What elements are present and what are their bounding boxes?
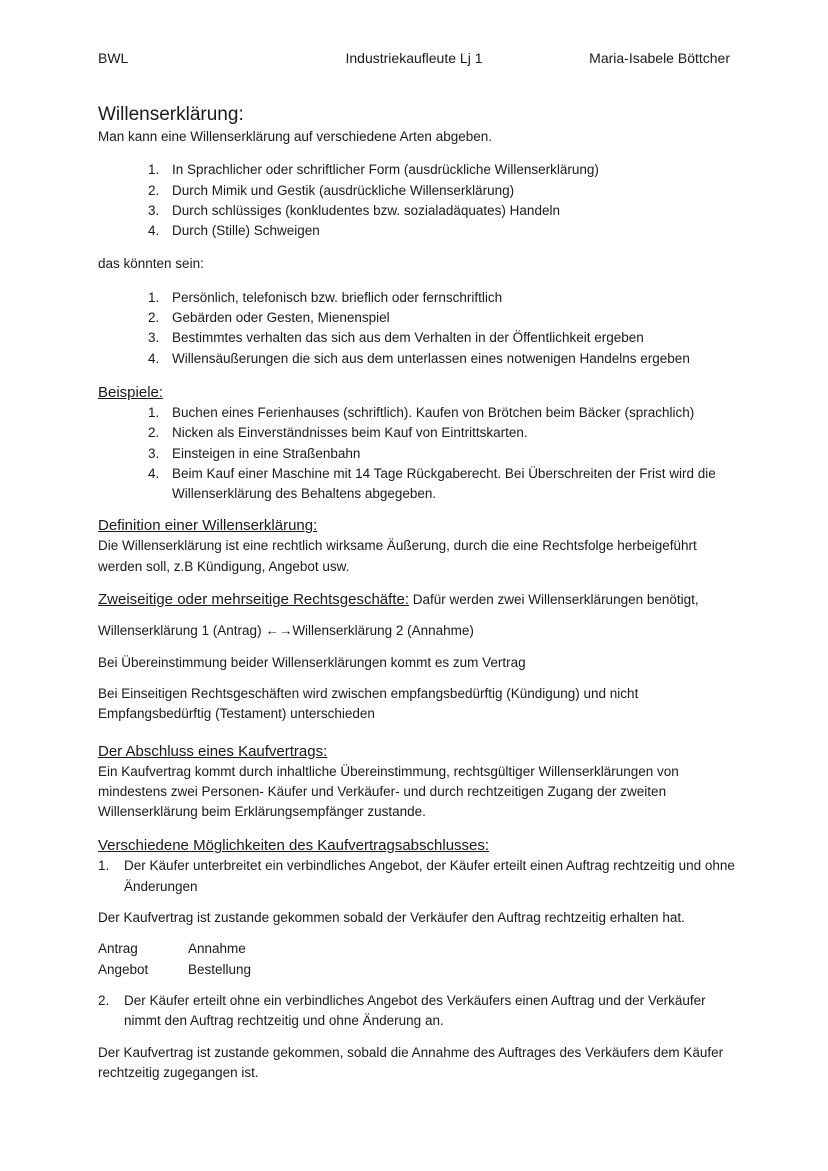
- list-item: 1. Der Käufer unterbreitet ein verbindliches Angebot, der Käufer erteilt einen Auftrag rechtzeitig und ohne Änderungen: [98, 858, 735, 894]
- definition-text: Die Willenserklärung ist eine rechtlich wirksame Äußerung, durch die eine Rechtsfolge herbeigeführt werden soll, z.B Kündigung, Angebot usw.: [98, 538, 697, 574]
- intro-text: Man kann eine Willenserklärung auf verschiedene Arten abgeben.: [98, 129, 492, 144]
- list-item: 2. Der Käufer erteilt ohne ein verbindliches Angebot des Verkäufers einen Auftrag und der Verkäufer nimmt den Auftrag rechtzeitig und ohne Änderung an.: [98, 992, 706, 1029]
- moeglichkeiten-heading: Verschiedene Möglichkeiten des Kaufvertragsabschlusses:: [98, 837, 490, 855]
- list-item: 1. In Sprachlicher oder schriftlicher Form (ausdrückliche Willenserklärung): [148, 162, 599, 178]
- list-item: 4. Beim Kauf einer Maschine mit 14 Tage Rückgaberecht. Bei Überschreiten der Frist wird die Willenserklärung des Behaltens abgegeben.: [148, 465, 716, 502]
- page-title: Willenserklärung:: [98, 104, 244, 125]
- arrow-line: Willenserklärung 1 (Antrag) ←→Willenserklärung 2 (Annahme): [98, 623, 474, 639]
- beispiele-heading: Beispiele:: [98, 383, 164, 401]
- beispiele-list: [98, 403, 738, 504]
- result-1-text: Der Kaufvertrag ist zustande gekommen sobald der Verkäufer den Auftrag rechtzeitig erhalten hat.: [98, 910, 685, 926]
- document-body: [98, 103, 738, 1083]
- moeglichkeiten-item-1: [98, 856, 738, 897]
- list-item: 3. Durch schlüssiges (konkludentes bzw. sozialadäquates) Handeln: [148, 202, 560, 218]
- header-class: Industriekaufleute Lj 1: [345, 50, 483, 66]
- list-item: 2. Nicken als Einverständnisses beim Kauf von Eintrittskarten.: [148, 425, 528, 441]
- koennten-list: [98, 288, 738, 369]
- einseitig-text: Bei Einseitigen Rechtsgeschäften wird zwischen empfangsbedürftig (Kündigung) und nicht Empfangsbedürftig (Testament) unterschieden: [98, 685, 639, 722]
- uebereinstimmung-text: Bei Übereinstimmung beider Willenserklärungen kommt es zum Vertrag: [98, 654, 526, 670]
- definition-heading: Definition einer Willenserklärung:: [98, 517, 318, 535]
- zweiseitig-paragraph: [98, 590, 738, 610]
- list-item: 1. Persönlich, telefonisch bzw. brieflich oder fernschriftlich: [148, 289, 503, 305]
- abschluss-text: Ein Kaufvertrag kommt durch inhaltliche Übereinstimmung, rechtsgültiger Willenserklärungen von mindestens zwei Personen- Käufer und Verkäufer- und durch rechtzeitigen Zugang der zweiten Willenserklärung beim Erklärungsempfänger zustande.: [98, 763, 679, 820]
- term-pair-row: Angebot Bestellung: [98, 961, 252, 977]
- page-header: [98, 50, 730, 70]
- moeglichkeiten-item-2: [98, 991, 738, 1032]
- abschluss-heading: Der Abschluss eines Kaufvertrags:: [98, 742, 328, 760]
- list-item: 1. Buchen eines Ferienhauses (schriftlich). Kaufen von Brötchen beim Bäcker (sprachlich): [148, 404, 695, 420]
- header-subject: BWL: [98, 50, 129, 66]
- result-2-text: Der Kaufvertrag ist zustande gekommen, sobald die Annahme des Auftrages des Verkäufers dem Käufer rechtzeitig zugegangen ist.: [98, 1044, 724, 1080]
- koennten-label: das könnten sein:: [98, 256, 204, 272]
- list-item: 3. Einsteigen in eine Straßenbahn: [148, 445, 361, 461]
- arten-list: [98, 160, 738, 241]
- term-pair-row: Antrag Annahme: [98, 941, 246, 957]
- list-item: 3. Bestimmtes verhalten das sich aus dem Verhalten in der Öffentlichkeit ergeben: [148, 330, 644, 346]
- zweiseitig-heading: Zweiseitige oder mehrseitige Rechtsgeschäfte:: [98, 591, 409, 609]
- list-item: 2. Durch Mimik und Gestik (ausdrückliche Willenserklärung): [148, 182, 515, 198]
- list-item: 4. Durch (Stille) Schweigen: [148, 223, 320, 239]
- list-item: 2. Gebärden oder Gesten, Mienenspiel: [148, 310, 390, 326]
- zweiseitig-text: Dafür werden zwei Willenserklärungen benötigt,: [409, 592, 699, 608]
- header-author: Maria-Isabele Böttcher: [589, 50, 730, 66]
- list-item: 4. Willensäußerungen die sich aus dem unterlassen eines notwenigen Handelns ergeben: [148, 350, 690, 366]
- term-pairs: [98, 939, 738, 980]
